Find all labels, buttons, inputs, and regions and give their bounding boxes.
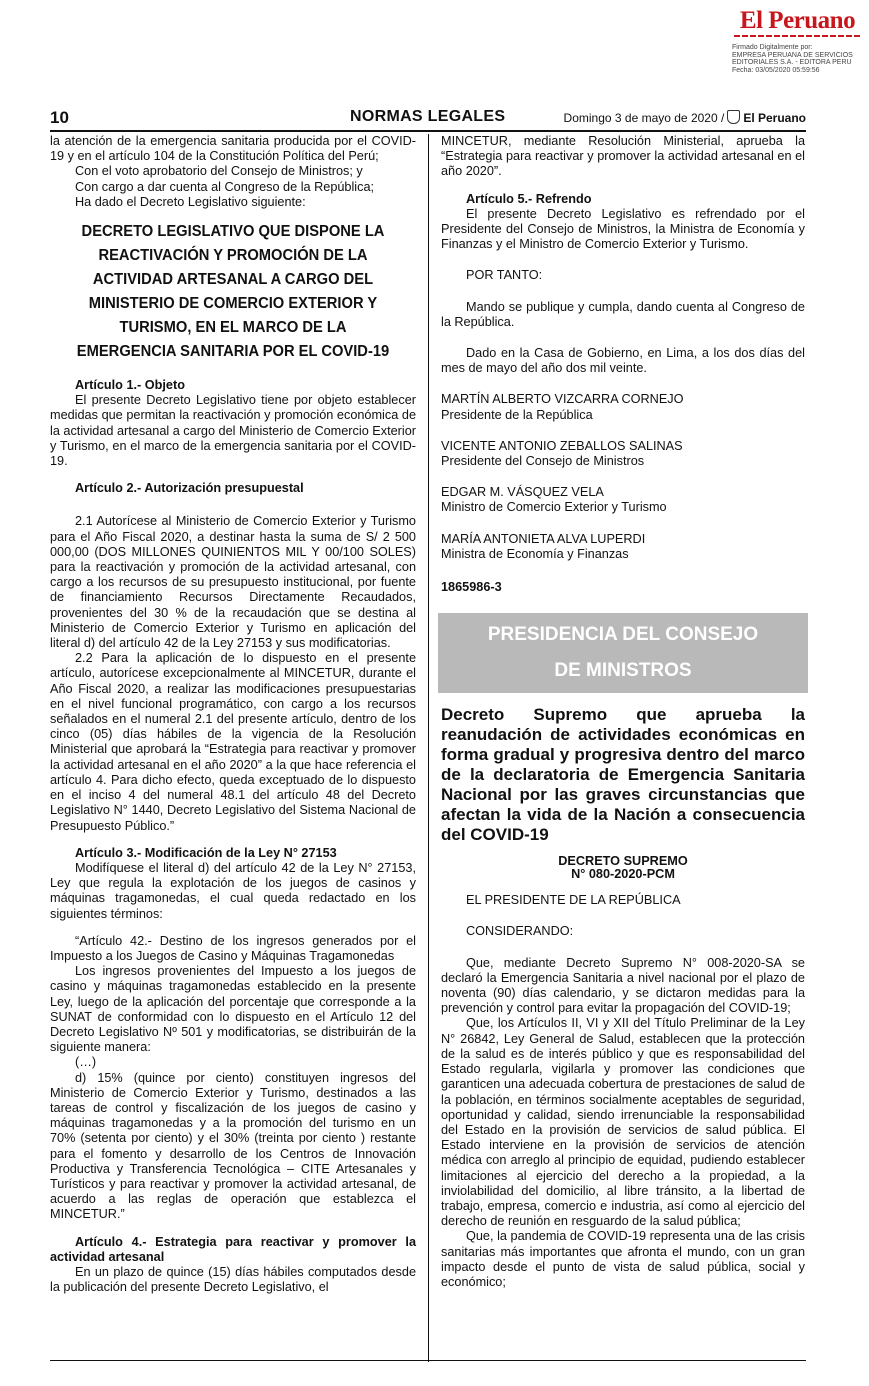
- footer-rule: [50, 1360, 806, 1361]
- paragraph: El presente Decreto Legislativo es refrendado por el Presidente del Consejo de Ministros, la Ministra de Economía y Finanzas y el Ministro de Comercio Exterior y Turismo.: [441, 206, 805, 252]
- paragraph: El presente Decreto Legislativo tiene por objeto establecer medidas que permitan la reactivación y promoción económica de la actividad artesanal a cargo del Ministerio de Comercio Exterior y Turismo, en el marco de la emergencia sanitaria por el COVID-19.: [50, 393, 416, 469]
- article-heading: Artículo 2.- Autorización presupuestal: [75, 481, 304, 496]
- paragraph: CONSIDERANDO:: [466, 924, 574, 939]
- band-line: PRESIDENCIA DEL CONSEJO: [487, 624, 759, 646]
- supreme-decree-title: Decreto Supremo que aprueba la reanudación de actividades económicas en forma gradual y progresiva dentro del marco de la declaratoria de Emergencia Sanitaria Nacional por las graves circunstancias que afectan la vida de la Nación a consecuencia del COVID-19: [441, 705, 805, 845]
- date-text: Domingo 3 de mayo de 2020 /: [563, 111, 725, 125]
- band-line: DE MINISTROS: [554, 660, 692, 682]
- paragraph: la atención de la emergencia sanitaria producida por el COVID-19 y en el artículo 104 de la Constitución Política del Perú;: [50, 134, 416, 164]
- header-rule: [50, 130, 806, 132]
- paragraph: Modifíquese el literal d) del artículo 42 de la Ley N° 27153, Ley que regula la explotación de los juegos de casinos y máquinas tragamonedas, el cual queda redactado en los siguientes términos:: [50, 860, 416, 921]
- column-divider: [428, 134, 429, 1362]
- decree-title: DECRETO LEGISLATIVO QUE DISPONE LA REACTIVACIÓN Y PROMOCIÓN DE LA ACTIVIDAD ARTESANAL A CARGO DEL MINISTERIO DE COMERCIO EXTERIOR Y TURISMO, EN EL MARCO DE LA EMERGENCIA SANITARIA POR EL COVID-19: [76, 223, 390, 361]
- paragraph: Que, los Artículos II, VI y XII del Título Preliminar de la Ley N° 26842, Ley General de Salud, establecen que la protección de la salud es de interés público y que es responsabilidad del Estado regularla, vigilarla y promover las condiciones que garanticen una adecuada cobertura de prestaciones de salud de la población, en términos socialmente aceptables de seguridad, oportunidad y calidad, siendo irrenunciable la responsabilidad del Estado en la provisión de servicios de salud pública. El Estado interviene en la provisión de servicios de atención médica con arreglo al principio de equidad, pudiendo establecer limitaciones al ejercicio del derecho a la propiedad, a la inviolabilidad del domicilio, al libre tránsito, a la libertad de trabajo, empresa, comercio e industria, así como al ejercicio del derecho de reunión en resguardo de la salud pública;: [441, 1016, 805, 1229]
- article-heading: Artículo 5.- Refrendo: [466, 191, 592, 206]
- digital-signature: [732, 44, 867, 74]
- signatory-role: Ministra de Economía y Finanzas: [441, 546, 629, 561]
- header-brand: El Peruano: [743, 111, 806, 125]
- logo-text: El Peruano: [739, 7, 856, 34]
- page-header: [50, 108, 806, 130]
- left-column: [50, 134, 416, 1295]
- paragraph: Con cargo a dar cuenta al Congreso de la República;: [75, 179, 375, 194]
- paragraph: Que, mediante Decreto Supremo N° 008-2020-SA se declaró la Emergencia Sanitaria a nivel nacional por el plazo de noventa (90) días calendario, y se dictaron medidas para la prevención y control para evitar la propagación del COVID-19;: [441, 955, 805, 1016]
- el-peruano-logo: [730, 8, 865, 37]
- paragraph: Que, la pandemia de COVID-19 representa una de las crisis sanitarias más importantes que afronta el mundo, con un gran impacto desde el punto de vista de salud pública, social y económico;: [441, 1229, 805, 1289]
- por-tanto: POR TANTO:: [466, 268, 543, 283]
- article-heading: Artículo 4.- Estrategia para reactivar y promover la actividad artesanal: [50, 1234, 416, 1264]
- signature-line: EDITORIALES S.A. - EDITORA PERU: [732, 59, 852, 67]
- signature-line: Fecha: 03/05/2020 05:59:56: [732, 66, 820, 74]
- page-number: 10: [50, 108, 69, 127]
- signatory-name: VICENTE ANTONIO ZEBALLOS SALINAS: [441, 438, 683, 453]
- paragraph: Mando se publique y cumpla, dando cuenta al Congreso de la República.: [441, 299, 805, 329]
- quoted-paragraph: d) 15% (quince por ciento) constituyen ingresos del Ministerio de Comercio Exterior y Turismo, destinados a las tareas de control y fiscalización de los juegos de casino y máquinas tragamonedas y a la promoción del turismo en un 70% (setenta por ciento) y el 30% (treinta por ciento ) restante para el fomento y desarrollo de los Centros de Innovación Productiva y Transferencia Tecnológica – CITE Artesanales y Turísticos y para reactivar y promover la actividad artesanal, de acuerdo a las reglas de operación que establezca el MINCETUR.”: [50, 1070, 416, 1222]
- paragraph: MINCETUR, mediante Resolución Ministerial, aprueba la “Estrategia para reactivar y promover la actividad artesanal en el año 2020”.: [441, 134, 805, 179]
- signature-line: EMPRESA PERUANA DE SERVICIOS: [732, 51, 853, 59]
- signatory-name: MARÍA ANTONIETA ALVA LUPERDI: [441, 531, 646, 546]
- section-title: NORMAS LEGALES: [350, 108, 506, 125]
- decree-type: DECRETO SUPREMO: [558, 854, 688, 869]
- right-column: [441, 134, 805, 1290]
- quoted-paragraph: (…): [75, 1055, 97, 1070]
- signature-line: Firmado Digitalmente por:: [732, 44, 813, 51]
- signatory-role: Presidente del Consejo de Ministros: [441, 454, 645, 469]
- signatory-name: MARTÍN ALBERTO VIZCARRA CORNEJO: [441, 392, 684, 407]
- paragraph: 2.1 Autorícese al Ministerio de Comercio Exterior y Turismo para el Año Fiscal 2020, a destinar hasta la suma de S/ 2 500 000,00 (DOS MILLONES QUINIENTOS MIL Y 00/100 SOLES) para la reactivación y promoción de la actividad artesanal, con cargo a los recursos de su presupuesto institucional, por fuente de financiamiento Recursos Directamente Recaudados, provenientes del 30 % de la recaudación que se destina al Ministerio de Comercio Exterior y Turismo en aplicación del literal d) del artículo 42 de la Ley 27153 y sus modificatorias.: [50, 514, 416, 651]
- paragraph: 2.2 Para la aplicación de lo dispuesto en el presente artículo, autorícese excepcionalmente al MINCETUR, durante el Año Fiscal 2020, a realizar las modificaciones presupuestarias en el nivel funcional programático, con cargo a los recursos señalados en el numeral 2.1 del presente artículo, dentro de los cinco (05) días hábiles de la vigencia de la Resolución Ministerial que aprobará la “Estrategia para reactivar y promover la actividad artesanal en el año 2020” a la que hace referencia el artículo 4. Para dicho efecto, queda exceptuado de lo dispuesto en el inciso 4 del numeral 48.1 del artículo 48 del Decreto Legislativo N° 1440, Decreto Legislativo del Sistema Nacional de Presupuesto Público.”: [50, 651, 416, 833]
- quoted-paragraph: “Artículo 42.- Destino de los ingresos generados por el Impuesto a los Juegos de Casino y Máquinas Tragamonedas: [50, 933, 416, 963]
- section-band: [438, 613, 808, 693]
- publication-code: 1865986-3: [441, 580, 502, 595]
- coat-of-arms-icon: [727, 110, 740, 124]
- article-heading: Artículo 1.- Objeto: [75, 378, 185, 393]
- signatory-name: EDGAR M. VÁSQUEZ VELA: [441, 485, 604, 500]
- paragraph: Con el voto aprobatorio del Consejo de Ministros; y: [75, 164, 363, 179]
- signatory-role: Presidente de la República: [441, 407, 593, 422]
- article-heading: Artículo 3.- Modificación de la Ley N° 27153: [75, 845, 337, 860]
- paragraph: Ha dado el Decreto Legislativo siguiente:: [75, 194, 306, 209]
- logo-underline: [734, 35, 861, 37]
- quoted-paragraph: Los ingresos provenientes del Impuesto a los juegos de casino y máquinas tragamonedas establecido en la presente Ley, luego de la aplicación del porcentaje que corresponde a la SUNAT de conformidad con lo dispuesto en el Artículo 12 del Decreto Legislativo Nº 501 y modificatorias, se distribuirán de la siguiente manera:: [50, 964, 416, 1055]
- paragraph: En un plazo de quince (15) días hábiles computados desde la publicación del presente Decreto Legislativo, el: [50, 1264, 416, 1295]
- paragraph: Dado en la Casa de Gobierno, en Lima, a los dos días del mes de mayo del año dos mil veinte.: [441, 346, 805, 376]
- header-date: [564, 110, 806, 125]
- paragraph: EL PRESIDENTE DE LA REPÚBLICA: [466, 893, 681, 908]
- signatory-role: Ministro de Comercio Exterior y Turismo: [441, 500, 667, 515]
- decree-label: [441, 855, 805, 881]
- decree-number: N° 080-2020-PCM: [571, 867, 675, 882]
